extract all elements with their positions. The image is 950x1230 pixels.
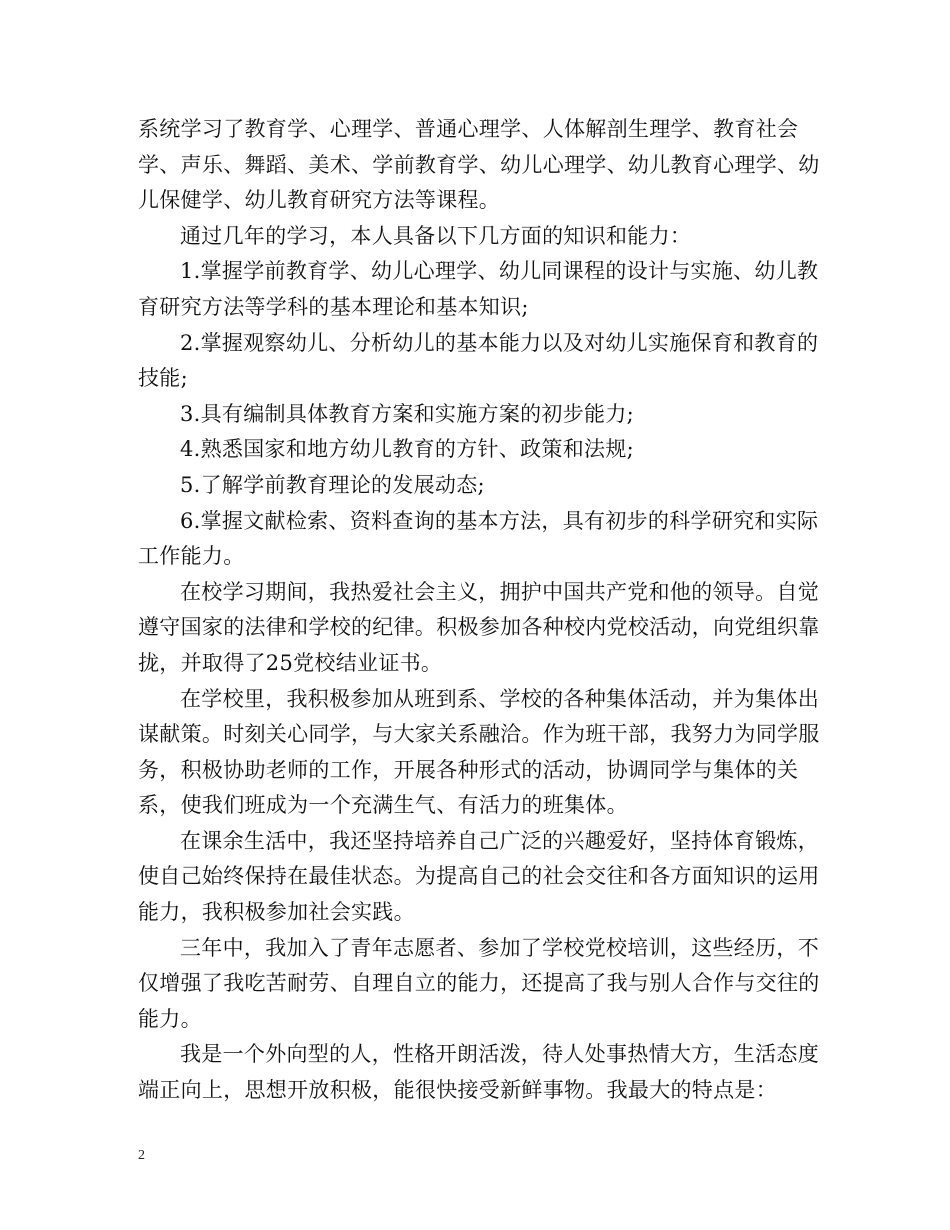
paragraph-courses: 系统学习了教育学、心理学、普通心理学、人体解剖生理学、教育社会学、声乐、舞蹈、美术、学前教育学、幼儿心理学、幼儿教育心理学、幼儿保健学、幼儿教育研究方法等课程。 [138, 117, 820, 213]
paragraph-school-activities: 在学校里，我积极参加从班到系、学校的各种集体活动，并为集体出谋献策。时刻关心同学，与大家关系融洽。作为班干部，我努力为同学服务，积极协助老师的工作，开展各种形式的活动，协调同学与集体的关系，使我们班成为一个充满生气、有活力的班集体。 [138, 686, 820, 818]
body-text [138, 112, 828, 1109]
paragraph-hobbies: 在课余生活中，我还坚持培养自己广泛的兴趣爱好，坚持体育锻炼，使自己始终保持在最佳状态。为提高自己的社会交往和各方面知识的运用能力，我积极参加社会实践。 [138, 828, 820, 925]
paragraph-volunteer: 三年中，我加入了青年志愿者、参加了学校党校培训，这些经历，不仅增强了我吃苦耐劳、自理自立的能力，还提高了我与别人合作与交往的能力。 [138, 935, 820, 1031]
list-item-6: 6.掌握文献检索、资料查询的基本方法，具有初步的科学研究和实际工作能力。 [138, 508, 819, 569]
paragraph-personality: 我是一个外向型的人，性格开朗活泼，待人处事热情大方，生活态度端正向上，思想开放积极，能很快接受新鲜事物。我最大的特点是： [138, 1042, 819, 1103]
page-number: 2 [138, 1148, 145, 1163]
list-item-1: 1.掌握学前教育学、幼儿心理学、幼儿同课程的设计与实施、幼儿教育研究方法等学科的基本理论和基本知识; [138, 259, 819, 319]
paragraph-abilities-intro: 通过几年的学习，本人具备以下几方面的知识和能力： [180, 223, 692, 248]
list-item-2: 2.掌握观察幼儿、分析幼儿的基本能力以及对幼儿实施保育和教育的技能; [138, 330, 819, 391]
list-item-3: 3.具有编制具体教育方案和实施方案的初步能力; [180, 401, 635, 426]
list-item-4: 4.熟悉国家和地方幼儿教育的方针、政策和法规; [180, 437, 635, 462]
paragraph-political: 在校学习期间，我热爱社会主义，拥护中国共产党和他的领导。自觉遵守国家的法律和学校的纪律。积极参加各种校内党校活动，向党组织靠拢，并取得了25党校结业证书。 [138, 579, 820, 675]
list-item-5: 5.了解学前教育理论的发展动态; [180, 472, 485, 497]
